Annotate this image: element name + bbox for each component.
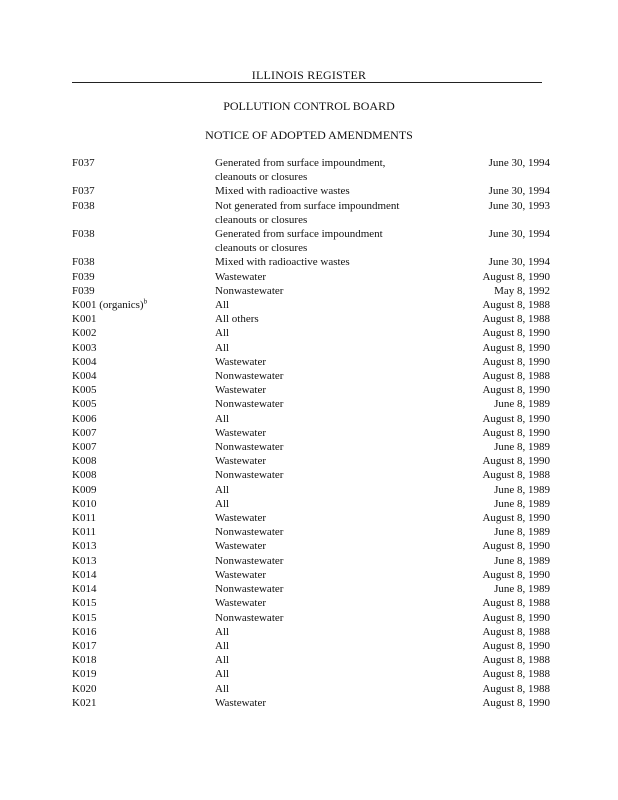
- effective-date: August 8, 1988: [482, 299, 550, 312]
- waste-code: [72, 440, 215, 454]
- waste-code-text: K013: [72, 554, 97, 567]
- waste-code-text: F038: [72, 228, 95, 241]
- waste-description: Nonwastewater: [215, 526, 284, 539]
- table-row: [72, 298, 550, 312]
- table-row: [72, 511, 550, 525]
- waste-description: All: [215, 668, 230, 681]
- waste-code-text: K002: [72, 327, 97, 340]
- effective-date: August 8, 1990: [482, 327, 550, 340]
- waste-code-text: K001: [72, 313, 97, 326]
- waste-code-text: F038: [72, 256, 95, 269]
- table-row: [72, 199, 550, 227]
- waste-code-text: K003: [72, 341, 97, 354]
- waste-description: Mixed with radioactive wastes: [215, 185, 350, 198]
- waste-description: Wastewater: [215, 597, 267, 610]
- waste-code-text: K017: [72, 639, 97, 652]
- effective-date: August 8, 1990: [482, 355, 550, 368]
- waste-code-table: [72, 156, 550, 710]
- table-row: [72, 355, 550, 369]
- board-name: POLLUTION CONTROL BOARD: [223, 99, 395, 113]
- table-row: [72, 582, 550, 596]
- waste-code-text: K007: [72, 441, 97, 454]
- waste-code: [72, 682, 215, 696]
- waste-code: [72, 525, 215, 539]
- waste-code: [72, 667, 215, 681]
- waste-code: [72, 298, 215, 312]
- effective-date: August 8, 1990: [482, 639, 550, 652]
- table-row: [72, 270, 550, 284]
- effective-date: June 30, 1994: [488, 228, 550, 241]
- table-row: [72, 468, 550, 482]
- waste-description: All: [215, 625, 230, 638]
- waste-code-text: K004: [72, 355, 97, 368]
- waste-code: [72, 554, 215, 568]
- table-row: [72, 369, 550, 383]
- waste-description: Wastewater: [215, 540, 267, 553]
- waste-description: Generated from surface impoundment, cleanouts or closures: [215, 157, 386, 184]
- waste-description: Mixed with radioactive wastes: [215, 256, 350, 269]
- waste-description: Wastewater: [215, 455, 267, 468]
- effective-date: June 8, 1989: [494, 398, 550, 411]
- waste-description: Nonwastewater: [215, 441, 284, 454]
- waste-code: [72, 653, 215, 667]
- effective-date: August 8, 1988: [482, 625, 550, 638]
- waste-description: Wastewater: [215, 512, 267, 525]
- effective-date: August 8, 1988: [482, 313, 550, 326]
- waste-code-text: K008: [72, 469, 97, 482]
- waste-code-text: K018: [72, 654, 97, 667]
- waste-code: [72, 312, 215, 326]
- waste-code: [72, 596, 215, 610]
- waste-description: All: [215, 682, 230, 695]
- table-row: [72, 497, 550, 511]
- waste-code: [72, 326, 215, 340]
- table-row: [72, 341, 550, 355]
- waste-code-text: K004: [72, 370, 97, 383]
- waste-code-text: F039: [72, 284, 95, 297]
- effective-date: June 30, 1994: [488, 185, 550, 198]
- waste-description: Not generated from surface impoundment cleanouts or closures: [215, 199, 400, 226]
- waste-code-text: K019: [72, 668, 97, 681]
- waste-code: [72, 156, 215, 170]
- table-row: [72, 682, 550, 696]
- waste-code-text: F039: [72, 270, 95, 283]
- waste-code: [72, 539, 215, 553]
- waste-code: [72, 568, 215, 582]
- waste-code: [72, 497, 215, 511]
- waste-code-text: K010: [72, 497, 97, 510]
- waste-code: [72, 611, 215, 625]
- effective-date: August 8, 1990: [482, 540, 550, 553]
- waste-code: [72, 284, 215, 298]
- waste-code: [72, 383, 215, 397]
- waste-code: [72, 227, 215, 241]
- waste-code: [72, 639, 215, 653]
- waste-code: [72, 397, 215, 411]
- table-row: [72, 312, 550, 326]
- effective-date: August 8, 1990: [482, 384, 550, 397]
- effective-date: August 8, 1990: [482, 455, 550, 468]
- table-row: [72, 554, 550, 568]
- effective-date: June 8, 1989: [494, 483, 550, 496]
- waste-code-text: K015: [72, 597, 97, 610]
- register-title: ILLINOIS REGISTER: [251, 68, 367, 82]
- effective-date: June 8, 1989: [494, 497, 550, 510]
- table-row: [72, 383, 550, 397]
- waste-description: Nonwastewater: [215, 370, 284, 383]
- effective-date: May 8, 1992: [494, 284, 550, 297]
- effective-date: August 8, 1990: [482, 341, 550, 354]
- table-row: [72, 426, 550, 440]
- waste-code-text: F037: [72, 185, 95, 198]
- waste-code-text: K005: [72, 398, 97, 411]
- waste-code: [72, 454, 215, 468]
- table-row: [72, 412, 550, 426]
- table-row: [72, 255, 550, 269]
- table-row: [72, 568, 550, 582]
- table-row: [72, 525, 550, 539]
- table-row: [72, 639, 550, 653]
- waste-code: [72, 426, 215, 440]
- waste-description: All: [215, 483, 230, 496]
- effective-date: August 8, 1988: [482, 668, 550, 681]
- waste-code-text: K014: [72, 568, 97, 581]
- waste-code: [72, 341, 215, 355]
- waste-description: All: [215, 639, 230, 652]
- waste-description: Wastewater: [215, 384, 267, 397]
- effective-date: August 8, 1990: [482, 412, 550, 425]
- waste-description: Wastewater: [215, 568, 267, 581]
- effective-date: August 8, 1988: [482, 682, 550, 695]
- waste-description: All: [215, 654, 230, 667]
- waste-code-text: F037: [72, 157, 95, 169]
- waste-description: All others: [215, 313, 259, 326]
- waste-description: Generated from surface impoundment cleanouts or closures: [215, 228, 383, 255]
- waste-description: Nonwastewater: [215, 398, 284, 411]
- waste-description: All: [215, 497, 230, 510]
- waste-code-text: F038: [72, 199, 95, 212]
- waste-code: [72, 696, 215, 710]
- table-row: [72, 539, 550, 553]
- effective-date: August 8, 1988: [482, 370, 550, 383]
- table-row: [72, 483, 550, 497]
- waste-code-text: K005: [72, 384, 97, 397]
- waste-code-text: K009: [72, 483, 97, 496]
- effective-date: August 8, 1990: [482, 512, 550, 525]
- effective-date: August 8, 1990: [482, 568, 550, 581]
- waste-code-text: K016: [72, 625, 97, 638]
- waste-description: Nonwastewater: [215, 583, 284, 596]
- waste-code: [72, 582, 215, 596]
- effective-date: June 8, 1989: [494, 441, 550, 454]
- effective-date: June 30, 1994: [488, 256, 550, 269]
- table-row: [72, 611, 550, 625]
- table-row: [72, 625, 550, 639]
- table-row: [72, 440, 550, 454]
- effective-date: August 8, 1988: [482, 469, 550, 482]
- waste-description: Nonwastewater: [215, 469, 284, 482]
- effective-date: August 8, 1990: [482, 611, 550, 624]
- table-row: [72, 227, 550, 255]
- effective-date: June 30, 1994: [488, 157, 550, 169]
- waste-code-text: K011: [72, 526, 97, 539]
- waste-code: [72, 199, 215, 213]
- waste-description: All: [215, 341, 230, 354]
- effective-date: June 30, 1993: [488, 199, 550, 212]
- notice-title: NOTICE OF ADOPTED AMENDMENTS: [205, 128, 413, 142]
- table-row: [72, 667, 550, 681]
- effective-date: August 8, 1990: [482, 696, 550, 709]
- waste-description: Wastewater: [215, 426, 267, 439]
- waste-code-text: K020: [72, 682, 97, 695]
- waste-code-text: K001 (organics): [72, 299, 144, 312]
- table-row: [72, 596, 550, 610]
- table-row: [72, 184, 550, 198]
- waste-description: Nonwastewater: [215, 284, 284, 297]
- effective-date: August 8, 1988: [482, 597, 550, 610]
- effective-date: August 8, 1990: [482, 426, 550, 439]
- waste-code-text: K021: [72, 696, 97, 709]
- waste-code-text: K008: [72, 455, 97, 468]
- table-row: [72, 653, 550, 667]
- footnote-marker: b: [143, 297, 148, 306]
- waste-description: All: [215, 412, 230, 425]
- waste-code: [72, 511, 215, 525]
- table-row: [72, 696, 550, 710]
- table-row: [72, 397, 550, 411]
- table-row: [72, 326, 550, 340]
- waste-description: All: [215, 327, 230, 340]
- effective-date: June 8, 1989: [494, 554, 550, 567]
- waste-code: [72, 369, 215, 383]
- waste-description: Nonwastewater: [215, 554, 284, 567]
- effective-date: August 8, 1990: [482, 270, 550, 283]
- waste-code-text: K006: [72, 412, 97, 425]
- waste-code-text: K011: [72, 512, 97, 525]
- waste-code: [72, 355, 215, 369]
- waste-description: Nonwastewater: [215, 611, 284, 624]
- waste-code: [72, 625, 215, 639]
- waste-code-text: K007: [72, 426, 97, 439]
- waste-description: Wastewater: [215, 355, 267, 368]
- waste-code: [72, 270, 215, 284]
- waste-code: [72, 483, 215, 497]
- waste-code: [72, 412, 215, 426]
- waste-code: [72, 184, 215, 198]
- effective-date: June 8, 1989: [494, 583, 550, 596]
- effective-date: August 8, 1988: [482, 654, 550, 667]
- waste-description: All: [215, 299, 230, 312]
- waste-code: [72, 255, 215, 269]
- waste-code-text: K015: [72, 611, 97, 624]
- header-rule: [72, 82, 542, 83]
- table-row: [72, 454, 550, 468]
- waste-description: Wastewater: [215, 270, 267, 283]
- table-row: [72, 156, 550, 184]
- waste-code: [72, 468, 215, 482]
- waste-code-text: K014: [72, 583, 97, 596]
- waste-code-text: K013: [72, 540, 97, 553]
- table-row: [72, 284, 550, 298]
- waste-description: Wastewater: [215, 696, 267, 709]
- effective-date: June 8, 1989: [494, 526, 550, 539]
